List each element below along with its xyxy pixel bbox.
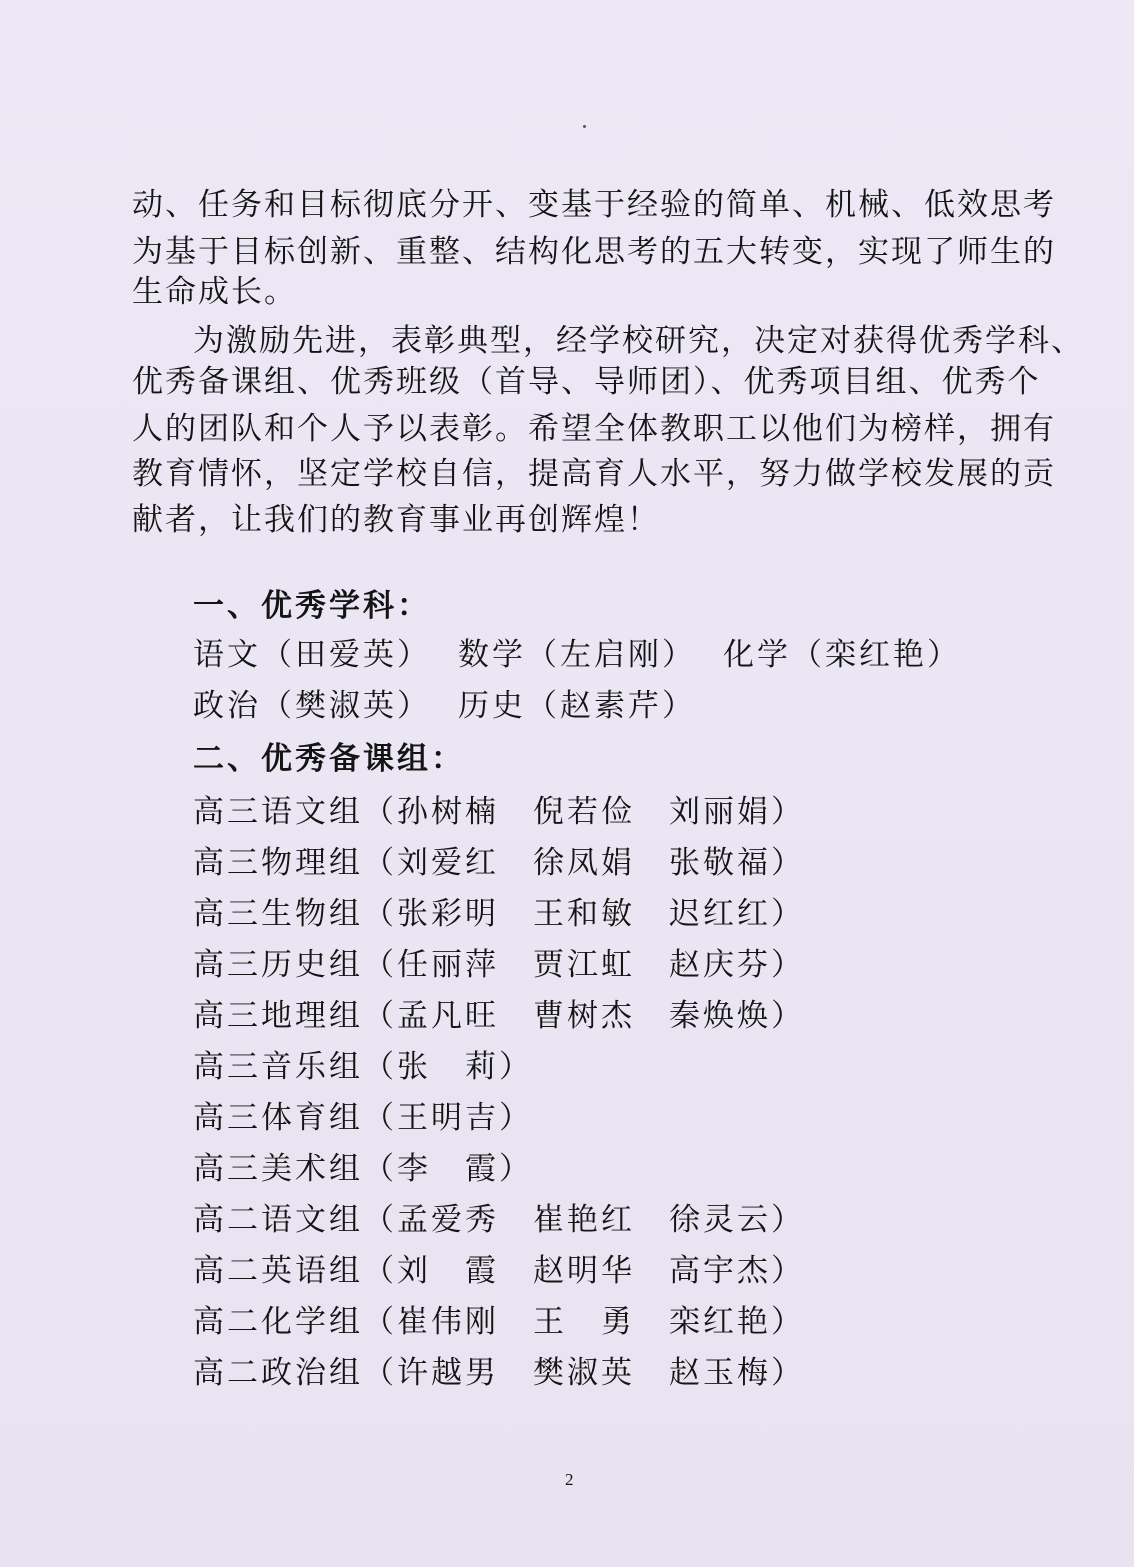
page-number: 2: [565, 1470, 574, 1489]
para2-line-2: 优秀备课组、优秀班级（首导、导师团）、优秀项目组、优秀个: [132, 364, 1041, 400]
lesson-group-item: 高三体育组（王明吉）: [193, 1100, 533, 1136]
lesson-group-item: 高三美术组（李 霞）: [193, 1151, 533, 1187]
section-heading-lesson-groups: 二、优秀备课组：: [193, 741, 465, 777]
subject-item: 数学（左启刚）: [458, 637, 696, 673]
intro-line-3: 生命成长。: [132, 274, 297, 310]
lesson-group-item: 高二政治组（许越男 樊淑英 赵玉梅）: [193, 1355, 805, 1391]
lesson-group-item: 高三音乐组（张 莉）: [193, 1049, 533, 1085]
lesson-group-item: 高三历史组（任丽萍 贾江虹 赵庆芬）: [193, 947, 805, 983]
lesson-group-item: 高二化学组（崔伟刚 王 勇 栾红艳）: [193, 1304, 805, 1340]
scan-speck: [583, 125, 586, 128]
subject-item: 化学（栾红艳）: [723, 637, 961, 673]
lesson-group-item: 高三生物组（张彩明 王和敏 迟红红）: [193, 896, 805, 932]
lesson-group-item: 高二英语组（刘 霞 赵明华 高宇杰）: [193, 1253, 805, 1289]
para2-line-4: 教育情怀，坚定学校自信，提高育人水平，努力做学校发展的贡: [132, 456, 1056, 492]
intro-line-2: 为基于目标创新、重整、结构化思考的五大转变，实现了师生的: [132, 234, 1056, 270]
para2-line-1: 为激励先进，表彰典型，经学校研究，决定对获得优秀学科、: [193, 323, 1084, 359]
lesson-group-item: 高三地理组（孟凡旺 曹树杰 秦焕焕）: [193, 998, 805, 1034]
para2-line-3: 人的团队和个人予以表彰。希望全体教职工以他们为榜样，拥有: [132, 411, 1056, 447]
subject-item: 历史（赵素芹）: [458, 688, 696, 724]
subject-item: 政治（樊淑英）: [193, 688, 431, 724]
section-heading-subjects: 一、优秀学科：: [193, 588, 431, 624]
para2-line-5: 献者，让我们的教育事业再创辉煌！: [132, 502, 660, 538]
subject-item: 语文（田爱英）: [193, 637, 431, 673]
lesson-group-item: 高三物理组（刘爱红 徐凤娟 张敬福）: [193, 845, 805, 881]
intro-line-1: 动、任务和目标彻底分开、变基于经验的简单、机械、低效思考: [132, 187, 1056, 223]
lesson-group-item: 高二语文组（孟爱秀 崔艳红 徐灵云）: [193, 1202, 805, 1238]
lesson-group-item: 高三语文组（孙树楠 倪若俭 刘丽娟）: [193, 794, 805, 830]
